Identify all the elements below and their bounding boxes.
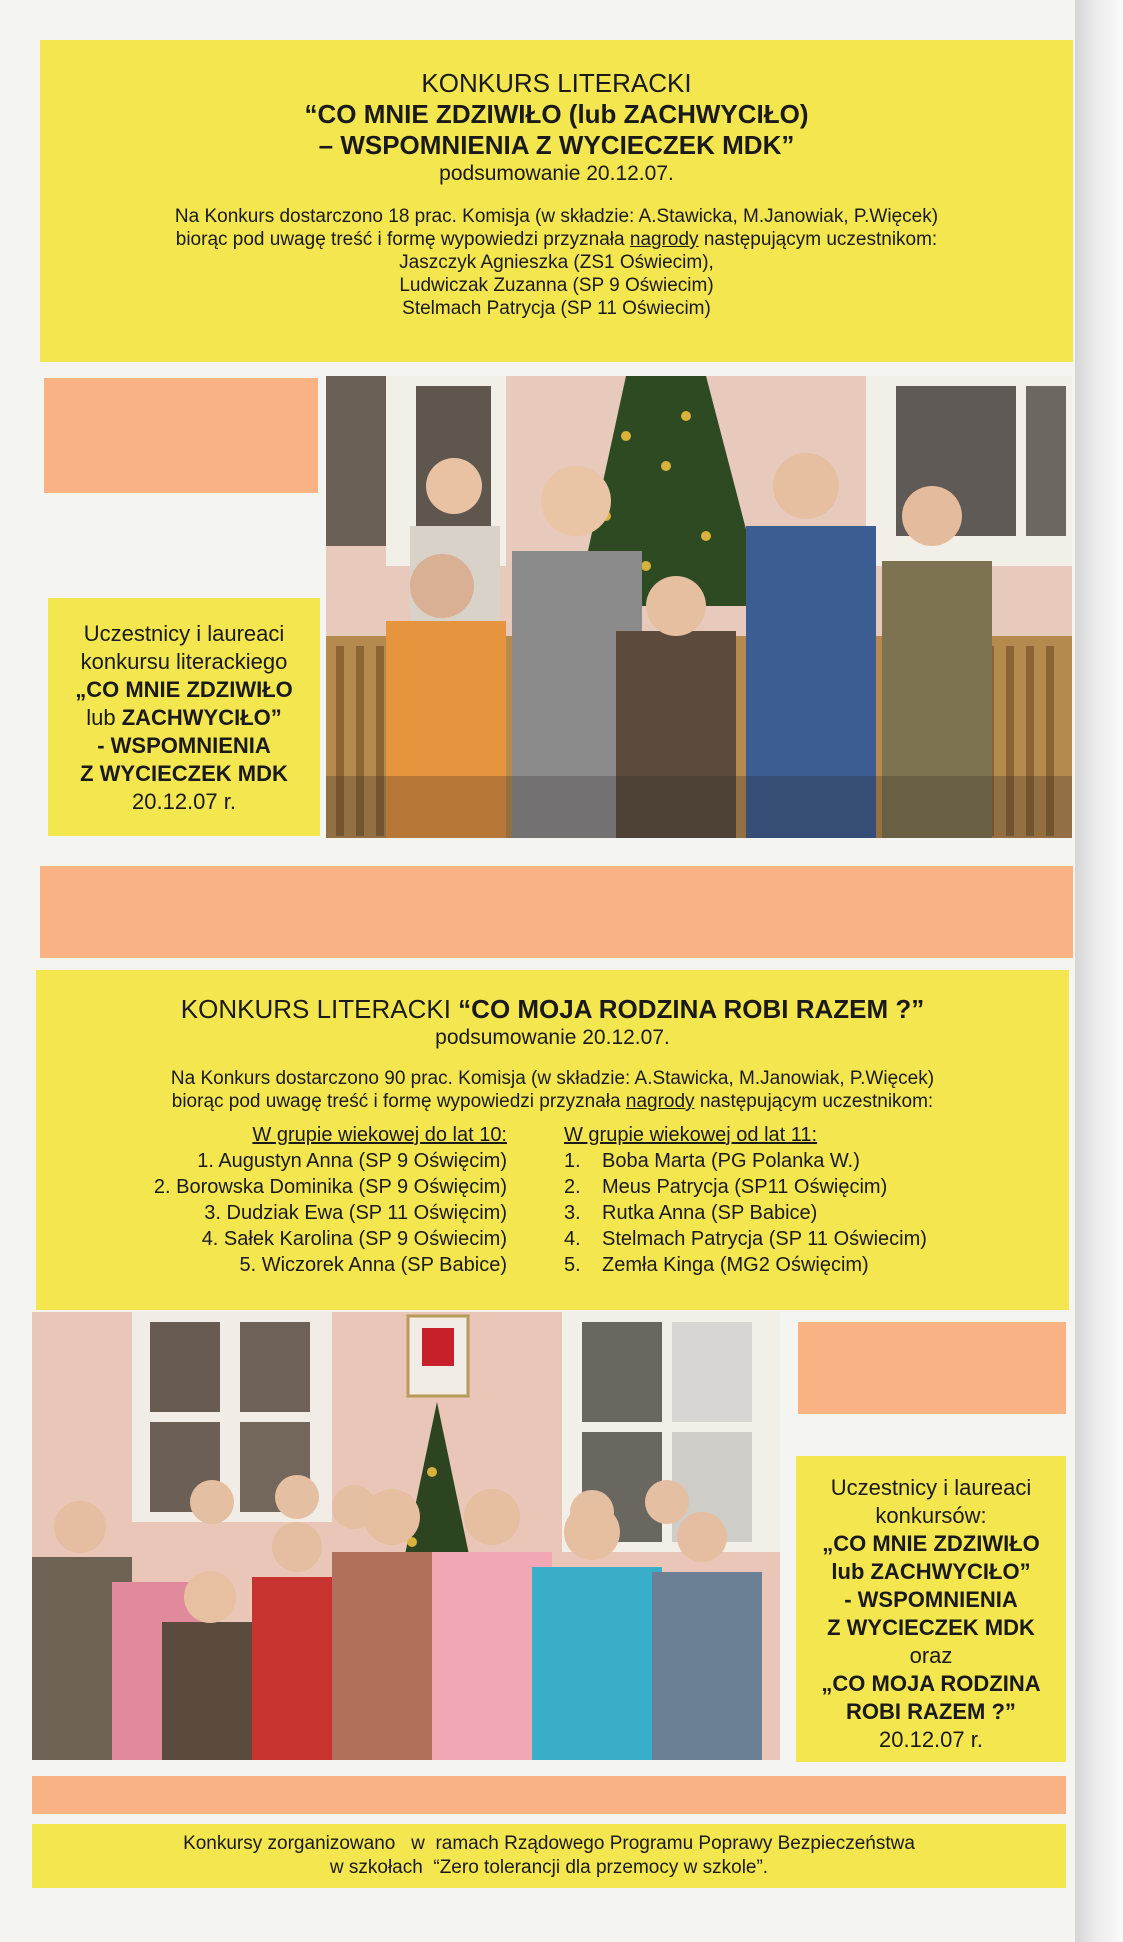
contest2-old-text: Meus Patrycja (SP11 Oświęcim) — [602, 1176, 888, 1198]
contest2-old-num: 3. — [564, 1202, 581, 1224]
contest2-old-item — [564, 1200, 927, 1226]
contest2-old-text: Stelmach Patrycja (SP 11 Oświecim) — [602, 1228, 927, 1250]
contest2-young-item: 3. Dudziak Ewa (SP 11 Oświęcim) — [204, 1202, 507, 1224]
caption2-text — [796, 1474, 1066, 1754]
contest2-old-text: Boba Marta (PG Polanka W.) — [602, 1150, 860, 1172]
contest2-intro — [36, 1067, 1069, 1113]
contest2-intro-line2-awards: nagrody — [625, 1091, 695, 1112]
contest2-young-item: 1. Augustyn Anna (SP 9 Oświęcim) — [197, 1150, 507, 1172]
caption1-panel — [48, 598, 320, 836]
contest1-title-line1: KONKURS LITERACKI — [421, 68, 692, 98]
contest1-title-line3: – WSPOMNIENIA Z WYCIECZEK MDK” — [318, 130, 795, 160]
group-photo-2 — [32, 1312, 780, 1760]
decor-salmon-block — [44, 378, 318, 493]
caption1-line4-b: ZACHWYCIŁO” — [121, 705, 282, 730]
caption1-line5: - WSPOMNIENIA — [97, 733, 271, 758]
contest1-intro-line2-b: następującym uczestnikom: — [703, 229, 938, 250]
contest2-title-a: KONKURS LITERACKI — [180, 994, 451, 1024]
contest1-winner: Jaszczyk Agnieszka (ZS1 Oświecim), — [399, 252, 714, 273]
contest2-title-b: “CO MOJA RODZINA ROBI RAZEM ?” — [458, 994, 925, 1024]
caption1-date: 20.12.07 r. — [132, 789, 236, 814]
contest2-young-item: 2. Borowska Dominika (SP 9 Oświęcim) — [153, 1176, 507, 1198]
caption1-line1: Uczestnicy i laureaci — [83, 621, 285, 646]
contest2-intro-line2-a: biorąc pod uwagę treść i formę wypowiedzi przyznała — [171, 1091, 621, 1112]
caption2-line4: lub ZACHWYCIŁO” — [831, 1559, 1031, 1584]
contest2-old-list — [564, 1122, 927, 1278]
footer-panel — [32, 1824, 1066, 1888]
caption2-line9: ROBI RAZEM ?” — [846, 1699, 1016, 1724]
contest2-summary: podsumowanie 20.12.07. — [435, 1026, 670, 1049]
contest1-intro — [40, 205, 1073, 320]
group-photo-2-image — [32, 1312, 780, 1760]
caption1-line2: konkursu literackiego — [80, 649, 288, 674]
contest2-panel — [36, 970, 1069, 1310]
contest1-intro-line2-a: biorąc pod uwagę treść i formę wypowiedzi przyznała — [175, 229, 625, 250]
binder-edge — [1075, 0, 1123, 1942]
contest1-winner: Ludwiczak Zuzanna (SP 9 Oświecim) — [399, 275, 714, 296]
contest2-young-item: 5. Wiczorek Anna (SP Babice) — [239, 1254, 507, 1276]
caption2-panel — [796, 1456, 1066, 1762]
caption2-line3: „CO MNIE ZDZIWIŁO — [822, 1531, 1040, 1556]
contest2-old-num: 1. — [564, 1150, 581, 1172]
contest1-intro-line2-awards: nagrody — [629, 229, 699, 250]
caption1-line3: „CO MNIE ZDZIWIŁO — [75, 677, 293, 702]
contest1-summary: podsumowanie 20.12.07. — [439, 162, 674, 185]
caption1-line4-a: lub — [86, 705, 116, 730]
contest1-intro-line1: Na Konkurs dostarczono 18 prac. Komisja (w składzie: A.Stawicka, M.Janowiak, P.Więcek) — [174, 206, 939, 227]
caption1-line6: Z WYCIECZEK MDK — [80, 761, 288, 786]
caption2-line1: Uczestnicy i laureaci — [830, 1475, 1032, 1500]
contest2-intro-line1: Na Konkurs dostarczono 90 prac. Komisja (w składzie: A.Stawicka, M.Janowiak, P.Więcek) — [170, 1068, 935, 1089]
caption2-line2: konkursów: — [875, 1503, 987, 1528]
caption1-line4 — [48, 704, 320, 732]
contest2-young-list — [154, 1122, 507, 1278]
contest2-intro-line2 — [36, 1090, 1069, 1113]
decor-salmon-block-2 — [798, 1322, 1066, 1414]
caption2-line6: Z WYCIECZEK MDK — [827, 1615, 1035, 1640]
contest2-old-item — [564, 1226, 927, 1252]
contest2-old-item — [564, 1174, 927, 1200]
contest1-intro-line2 — [40, 228, 1073, 251]
contest1-title-line2: “CO MNIE ZDZIWIŁO (lub ZACHWYCIŁO) — [304, 99, 809, 129]
group-photo-1-image — [326, 376, 1072, 838]
contest1-panel — [40, 40, 1073, 362]
contest2-intro-line2-b: następującym uczestnikom: — [699, 1091, 934, 1112]
caption2-line8: „CO MOJA RODZINA — [821, 1671, 1041, 1696]
contest2-young-heading: W grupie wiekowej do lat 10: — [252, 1124, 507, 1146]
contest2-old-num: 2. — [564, 1176, 581, 1198]
caption1-text — [48, 620, 320, 816]
group-photo-1 — [326, 376, 1072, 838]
caption2-line7: oraz — [909, 1643, 953, 1668]
footer-line2: w szkołach “Zero tolerancji dla przemocy w szkole”. — [329, 1857, 769, 1878]
footer-line1: Konkursy zorganizowano w ramach Rządowego Programu Poprawy Bezpieczeństwa — [183, 1833, 915, 1854]
contest1-winner: Stelmach Patrycja (SP 11 Oświecim) — [402, 298, 711, 319]
decor-salmon-strip-2 — [32, 1776, 1066, 1814]
contest2-old-heading: W grupie wiekowej od lat 11: — [564, 1124, 818, 1146]
contest2-title — [36, 994, 1069, 1025]
decor-salmon-strip-1 — [40, 866, 1073, 958]
contest2-old-text: Zemła Kinga (MG2 Oświęcim) — [602, 1254, 869, 1276]
caption2-date: 20.12.07 r. — [879, 1727, 983, 1752]
contest2-old-num: 4. — [564, 1228, 581, 1250]
contest2-old-item — [564, 1148, 927, 1174]
contest2-young-item: 4. Sałek Karolina (SP 9 Oświecim) — [201, 1228, 507, 1250]
contest2-old-num: 5. — [564, 1254, 581, 1276]
contest2-old-item — [564, 1252, 927, 1278]
caption2-line5: - WSPOMNIENIA — [844, 1587, 1018, 1612]
contest2-old-text: Rutka Anna (SP Babice) — [602, 1202, 818, 1224]
